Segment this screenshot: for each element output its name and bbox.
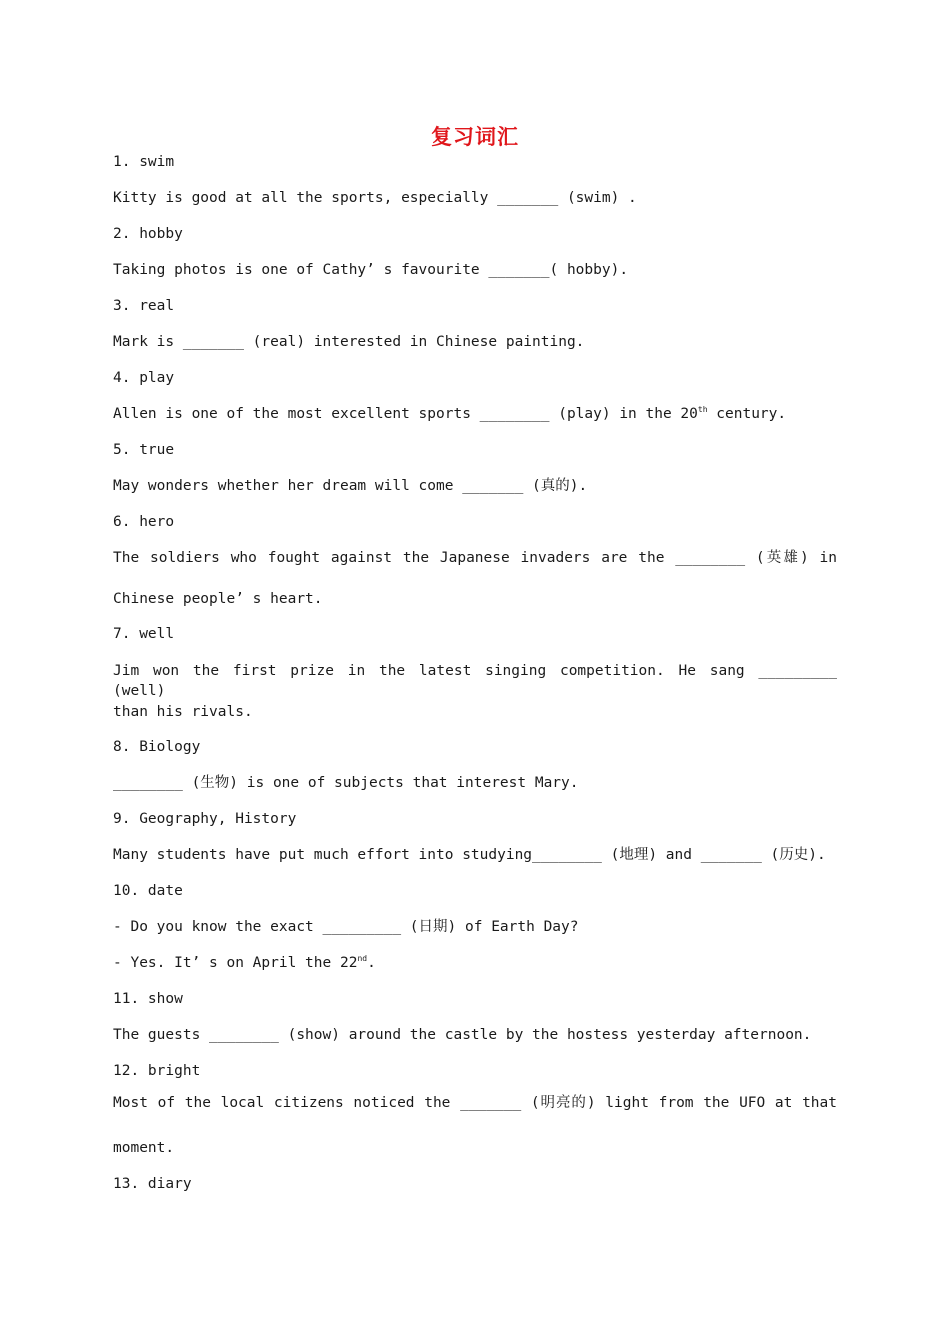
item-head: 10. date [113,883,183,899]
item-head: 12. bright [113,1063,201,1079]
item-sentence-line2: Chinese people’ s heart. [113,591,323,607]
dialog-line: - Do you know the exact _________ (日期) of Earth Day? [113,919,579,935]
item-sentence: Kitty is good at all the sports, especially _______ (swim) . [113,190,637,206]
item-sentence-line1: The soldiers who fought against the Japanese invaders are the ________ (英雄) in [113,550,837,566]
dialog-line [113,953,837,973]
item-head: 3. real [113,298,175,314]
item-sentence [113,404,837,424]
item-sentence-line2: moment. [113,1140,175,1156]
item-sentence: Many students have put much effort into studying________ (地理) and _______ (历史). [113,847,826,863]
item-head: 2. hobby [113,226,183,242]
item-sentence: ________ (生物) is one of subjects that interest Mary. [113,775,579,791]
item-head: 9. Geography, History [113,811,297,827]
item-sentence-line2: than his rivals. [113,704,253,720]
item-sentence: Taking photos is one of Cathy’ s favourite _______( hobby). [113,262,629,278]
item-sentence-line1: Jim won the first prize in the latest singing competition. He sang _________ (well) [113,663,837,699]
item-head: 1. swim [113,154,175,170]
page-title: 复习词汇 [431,124,519,149]
item-head: 7. well [113,626,175,642]
item-head: 11. show [113,991,183,1007]
item-head: 8. Biology [113,739,201,755]
item-head: 6. hero [113,514,175,530]
ordinal-suffix: nd [357,954,368,963]
sentence-part: - Yes. It’ s on April the 22 [113,955,358,971]
sentence-part: Allen is one of the most excellent sports ________ (play) in the 20 [113,406,698,422]
ordinal-suffix: th [697,405,708,414]
item-sentence: The guests ________ (show) around the castle by the hostess yesterday afternoon. [113,1027,812,1043]
item-head: 5. true [113,442,175,458]
item-head: 4. play [113,370,175,386]
item-head: 13. diary [113,1176,192,1192]
item-sentence-line1: Most of the local citizens noticed the _______ (明亮的) light from the UFO at that [113,1095,837,1111]
item-sentence: May wonders whether her dream will come _______ (真的). [113,478,588,494]
item-sentence: Mark is _______ (real) interested in Chinese painting. [113,334,585,350]
sentence-part: . [367,955,376,971]
sentence-part: century. [707,406,787,422]
